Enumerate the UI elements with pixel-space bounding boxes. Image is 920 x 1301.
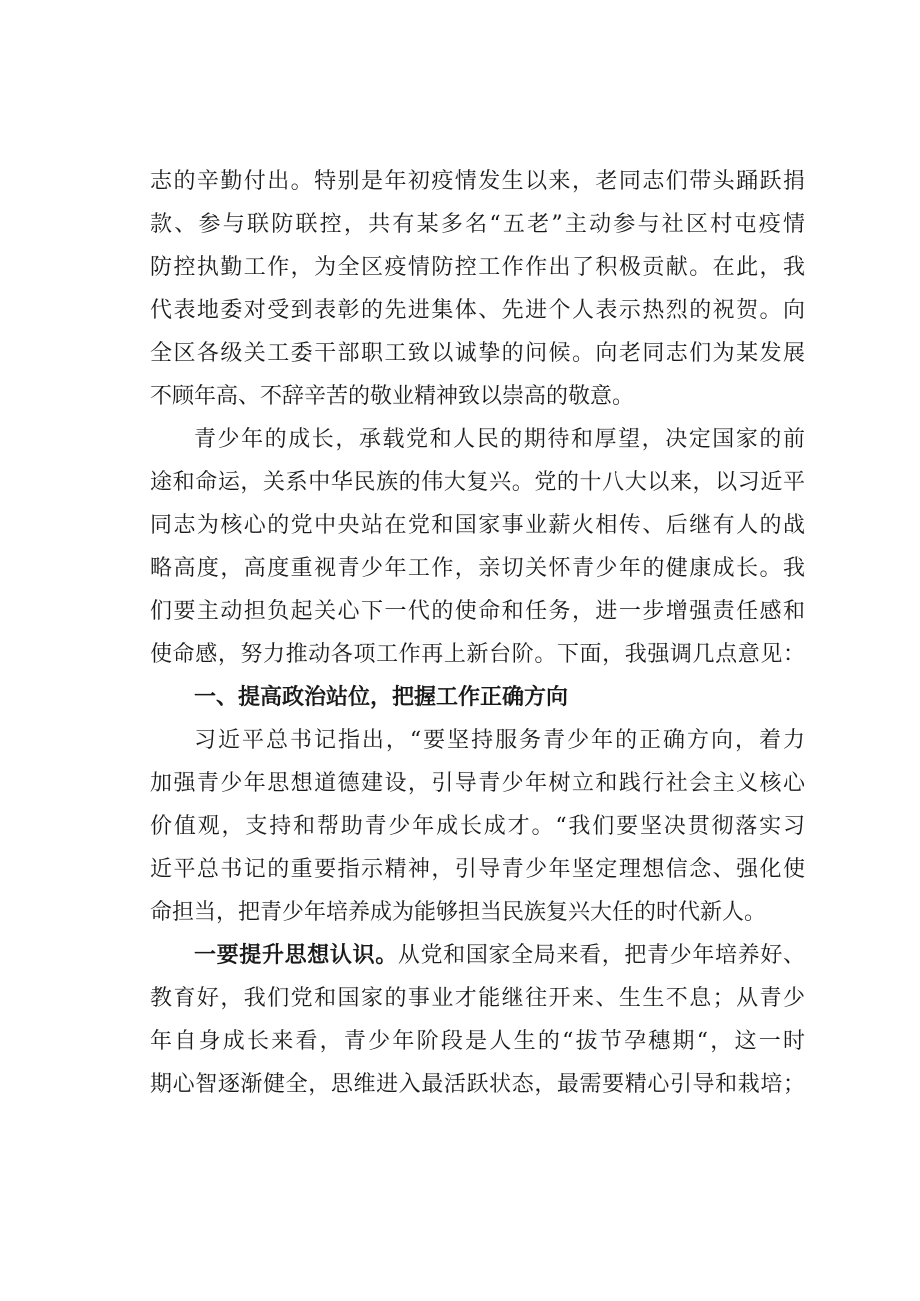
paragraph-line: 们要主动担负起关心下一代的使命和任务，进一步增强责任感和	[150, 599, 805, 624]
paragraph-line: 同志为核心的党中央站在党和国家事业薪火相传、后继有人的战	[150, 513, 805, 538]
paragraph-line: 略高度，高度重视青少年工作，亲切关怀青少年的健康成长。我	[150, 556, 805, 581]
paragraph-line: 习近平总书记指出，“要坚持服务青少年的正确方向，着力	[194, 728, 805, 753]
paragraph-line: 全区各级关工委干部职工致以诚挚的问候。向老同志们为某发展	[150, 341, 805, 366]
paragraph-line: 教育好，我们党和国家的事业才能继往开来、生生不息；从青少	[150, 986, 805, 1011]
paragraph-line: 使命感，努力推动各项工作再上新台阶。下面，我强调几点意见：	[150, 642, 805, 667]
paragraph-line: 途和命运，关系中华民族的伟大复兴。党的十八大以来，以习近平	[150, 470, 805, 495]
paragraph-line	[150, 934, 805, 977]
paragraph-line: 代表地委对受到表彰的先进集体、先进个人表示热烈的祝贺。向	[150, 298, 805, 323]
paragraph-line: 期心智逐渐健全，思维进入最活跃状态，最需要精心引导和栽培；	[150, 1072, 805, 1097]
paragraph-line: 防控执勤工作，为全区疫情防控工作作出了积极贡献。在此，我	[150, 255, 805, 280]
paragraph-line: 命担当，把青少年培养成为能够担当民族复兴大任的时代新人。	[150, 900, 767, 925]
lead-line-rest: 从党和国家全局来看，把青少年培养好、	[397, 943, 805, 968]
paragraph-line: 价值观，支持和帮助青少年成长成才。“我们要坚决贯彻落实习	[150, 814, 805, 839]
paragraph-line: 近平总书记的重要指示精神，引导青少年坚定理想信念、强化使	[150, 857, 805, 882]
section-heading: 一、提高政治站位，把握工作正确方向	[194, 685, 569, 710]
paragraph-line: 志的辛勤付出。特别是年初疫情发生以来，老同志们带头踊跃捐	[150, 169, 805, 194]
bold-lead-phrase: 一要提升思想认识。	[194, 943, 398, 968]
paragraph-line: 加强青少年思想道德建设，引导青少年树立和践行社会主义核心	[150, 771, 805, 796]
paragraph-line: 不顾年高、不辞辛苦的敬业精神致以崇高的敬意。	[150, 384, 635, 409]
paragraph-line: 青少年的成长，承载党和人民的期待和厚望，决定国家的前	[194, 427, 805, 452]
paragraph-line: 年自身成长来看，青少年阶段是人生的“拔节孕穗期“，这一时	[150, 1029, 805, 1054]
document-body	[150, 160, 805, 1106]
paragraph-line: 款、参与联防联控，共有某多名“五老”主动参与社区村屯疫情	[150, 212, 805, 237]
